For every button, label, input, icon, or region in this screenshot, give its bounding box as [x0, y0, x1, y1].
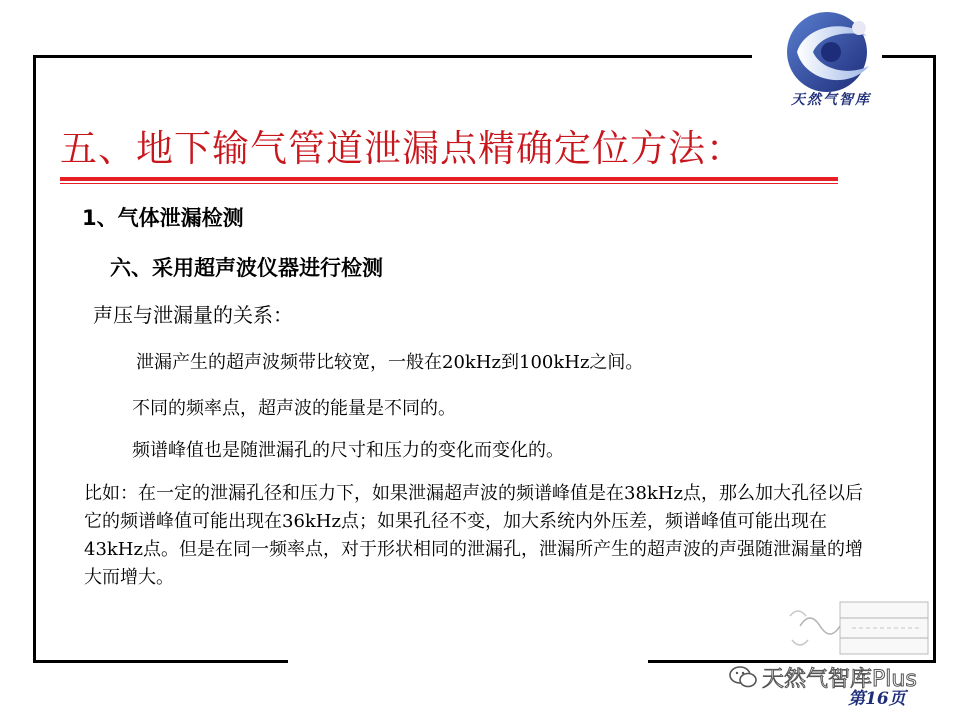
- subsection-heading: 六、采用超声波仪器进行检测: [110, 256, 383, 280]
- wechat-icon: [728, 664, 758, 690]
- frame-gap: [288, 656, 648, 668]
- logo-text: 天然气智库: [791, 92, 871, 108]
- slide-title: 五、地下输气管道泄漏点精确定位方法：: [60, 127, 744, 170]
- paragraph: 不同的频率点，超声波的能量是不同的。: [132, 398, 456, 419]
- pipe-leak-diagram-icon: [780, 596, 930, 660]
- paragraph: 泄漏产生的超声波频带比较宽，一般在20kHz到100kHz之间。: [136, 352, 644, 373]
- title-rule: [60, 177, 838, 181]
- page-number: 第16页: [848, 689, 906, 709]
- topic-heading: 声压与泄漏量的关系：: [93, 303, 293, 327]
- paragraph: 比如：在一定的泄漏孔径和压力下，如果泄漏超声波的频谱峰值是在38kHz点，那么加大孔径以后它的频谱峰值可能出现在36kHz点；如果孔径不变，加大系统内外压差，频谱峰值可能出现在43kHz点。但是在同一频率点，对于形状相同的泄漏孔，泄漏所产生的超声波的声强随泄漏量的增大而增大。: [84, 483, 863, 588]
- paragraph: 频谱峰值也是随泄漏孔的尺寸和压力的变化而变化的。: [132, 440, 564, 461]
- section-heading: 1、气体泄漏检测: [82, 206, 244, 230]
- title-rule: [60, 183, 838, 184]
- watermark-text: 天然气智库Plus: [762, 667, 917, 692]
